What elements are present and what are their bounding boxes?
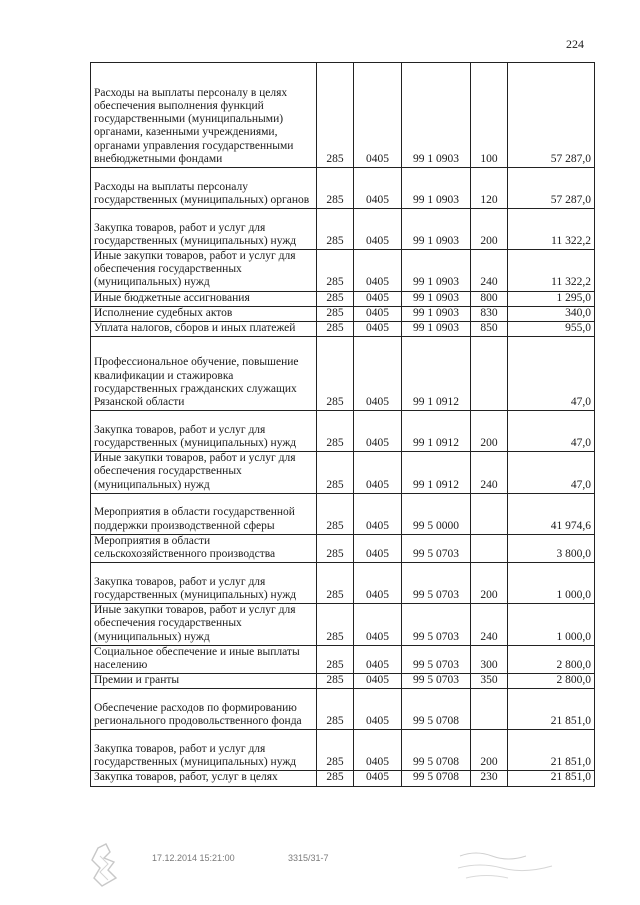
expense-type-code: 800 [471,291,508,306]
grbs-code: 285 [317,337,354,411]
grbs-code: 285 [317,322,354,337]
expense-type-code: 230 [471,771,508,786]
amount: 21 851,0 [508,689,595,730]
item-name: Закупка товаров, работ и услуг для государственных (муниципальных) нужд [91,563,317,604]
table-row [91,645,595,673]
table-row [91,771,595,786]
section-code: 0405 [354,322,402,337]
amount: 47,0 [508,452,595,494]
expense-type-code [471,689,508,730]
item-name: Закупка товаров, работ, услуг в целях [91,771,317,786]
amount: 47,0 [508,411,595,452]
item-name: Мероприятия в области государственной поддержки производственной сферы [91,493,317,534]
target-article-code: 99 5 0708 [402,771,471,786]
amount: 1 000,0 [508,604,595,646]
target-article-code: 99 5 0703 [402,563,471,604]
grbs-code: 285 [317,291,354,306]
table-row [91,291,595,306]
table-row [91,306,595,321]
amount: 57 287,0 [508,63,595,168]
grbs-code: 285 [317,306,354,321]
section-code: 0405 [354,337,402,411]
section-code: 0405 [354,250,402,292]
expense-type-code [471,534,508,562]
expense-type-code: 200 [471,563,508,604]
target-article-code: 99 1 0903 [402,168,471,209]
section-code: 0405 [354,168,402,209]
expense-type-code: 240 [471,604,508,646]
item-name: Обеспечение расходов по формированию регионального продовольственного фонда [91,689,317,730]
table-row [91,674,595,689]
item-name: Закупка товаров, работ и услуг для государственных (муниципальных) нужд [91,209,317,250]
grbs-code: 285 [317,168,354,209]
expense-type-code: 200 [471,730,508,771]
section-code: 0405 [354,730,402,771]
item-name: Уплата налогов, сборов и иных платежей [91,322,317,337]
item-name: Закупка товаров, работ и услуг для государственных (муниципальных) нужд [91,411,317,452]
section-code: 0405 [354,534,402,562]
expense-type-code: 240 [471,250,508,292]
expense-type-code: 200 [471,411,508,452]
section-code: 0405 [354,452,402,494]
grbs-code: 285 [317,563,354,604]
item-name: Иные закупки товаров, работ и услуг для обеспечения государственных (муниципальных) нужд [91,604,317,646]
table-row [91,337,595,411]
grbs-code: 285 [317,689,354,730]
section-code: 0405 [354,291,402,306]
grbs-code: 285 [317,771,354,786]
target-article-code: 99 1 0903 [402,291,471,306]
amount: 47,0 [508,337,595,411]
target-article-code: 99 5 0708 [402,730,471,771]
amount: 11 322,2 [508,209,595,250]
section-code: 0405 [354,689,402,730]
table-row [91,563,595,604]
registration-stamp-icon [456,846,556,886]
footer-timestamp: 17.12.2014 15:21:00 [152,853,235,863]
grbs-code: 285 [317,209,354,250]
amount: 3 800,0 [508,534,595,562]
item-name: Иные бюджетные ассигнования [91,291,317,306]
table-row [91,452,595,494]
item-name: Социальное обеспечение и иные выплаты населению [91,645,317,673]
item-name: Мероприятия в области сельскохозяйственного производства [91,534,317,562]
section-code: 0405 [354,771,402,786]
target-article-code: 99 1 0912 [402,337,471,411]
amount: 21 851,0 [508,730,595,771]
target-article-code: 99 1 0903 [402,306,471,321]
item-name: Расходы на выплаты персоналу в целях обеспечения выполнения функций государственными (муниципальными) органами, казенными учреждениями, органами управления государственными внебюджетными фондами [91,63,317,168]
amount: 340,0 [508,306,595,321]
target-article-code: 99 1 0903 [402,250,471,292]
target-article-code: 99 5 0703 [402,645,471,673]
amount: 2 800,0 [508,674,595,689]
expense-type-code [471,337,508,411]
grbs-code: 285 [317,250,354,292]
budget-table-body [91,63,595,787]
table-row [91,411,595,452]
grbs-code: 285 [317,452,354,494]
footer-document-code: 3315/31-7 [288,853,329,863]
section-code: 0405 [354,493,402,534]
amount: 11 322,2 [508,250,595,292]
document-stamp-icon [88,842,124,890]
expense-type-code: 830 [471,306,508,321]
expense-type-code [471,493,508,534]
grbs-code: 285 [317,674,354,689]
grbs-code: 285 [317,534,354,562]
table-row [91,168,595,209]
target-article-code: 99 1 0912 [402,411,471,452]
target-article-code: 99 1 0903 [402,209,471,250]
expense-type-code: 350 [471,674,508,689]
expense-type-code: 850 [471,322,508,337]
amount: 1 000,0 [508,563,595,604]
item-name: Закупка товаров, работ и услуг для государственных (муниципальных) нужд [91,730,317,771]
target-article-code: 99 1 0903 [402,322,471,337]
item-name: Профессиональное обучение, повышение квалификации и стажировка государственных гражданских служащих Рязанской области [91,337,317,411]
grbs-code: 285 [317,411,354,452]
table-row [91,730,595,771]
budget-table [90,62,595,787]
item-name: Премии и гранты [91,674,317,689]
target-article-code: 99 5 0703 [402,534,471,562]
expense-type-code: 100 [471,63,508,168]
amount: 57 287,0 [508,168,595,209]
item-name: Иные закупки товаров, работ и услуг для обеспечения государственных (муниципальных) нужд [91,250,317,292]
table-row [91,209,595,250]
expense-type-code: 120 [471,168,508,209]
expense-type-code: 200 [471,209,508,250]
section-code: 0405 [354,209,402,250]
table-row [91,534,595,562]
grbs-code: 285 [317,493,354,534]
grbs-code: 285 [317,645,354,673]
table-row [91,322,595,337]
section-code: 0405 [354,604,402,646]
amount: 1 295,0 [508,291,595,306]
table-row [91,689,595,730]
table-row [91,250,595,292]
amount: 955,0 [508,322,595,337]
target-article-code: 99 5 0000 [402,493,471,534]
page-number: 224 [566,37,584,51]
section-code: 0405 [354,563,402,604]
section-code: 0405 [354,674,402,689]
table-row [91,63,595,168]
grbs-code: 285 [317,604,354,646]
amount: 21 851,0 [508,771,595,786]
target-article-code: 99 1 0903 [402,63,471,168]
grbs-code: 285 [317,730,354,771]
section-code: 0405 [354,645,402,673]
target-article-code: 99 1 0912 [402,452,471,494]
table-row [91,604,595,646]
amount: 2 800,0 [508,645,595,673]
amount: 41 974,6 [508,493,595,534]
item-name: Расходы на выплаты персоналу государственных (муниципальных) органов [91,168,317,209]
section-code: 0405 [354,411,402,452]
section-code: 0405 [354,306,402,321]
item-name: Иные закупки товаров, работ и услуг для обеспечения государственных (муниципальных) нужд [91,452,317,494]
table-row [91,493,595,534]
target-article-code: 99 5 0703 [402,674,471,689]
expense-type-code: 300 [471,645,508,673]
section-code: 0405 [354,63,402,168]
grbs-code: 285 [317,63,354,168]
target-article-code: 99 5 0708 [402,689,471,730]
target-article-code: 99 5 0703 [402,604,471,646]
expense-type-code: 240 [471,452,508,494]
item-name: Исполнение судебных актов [91,306,317,321]
